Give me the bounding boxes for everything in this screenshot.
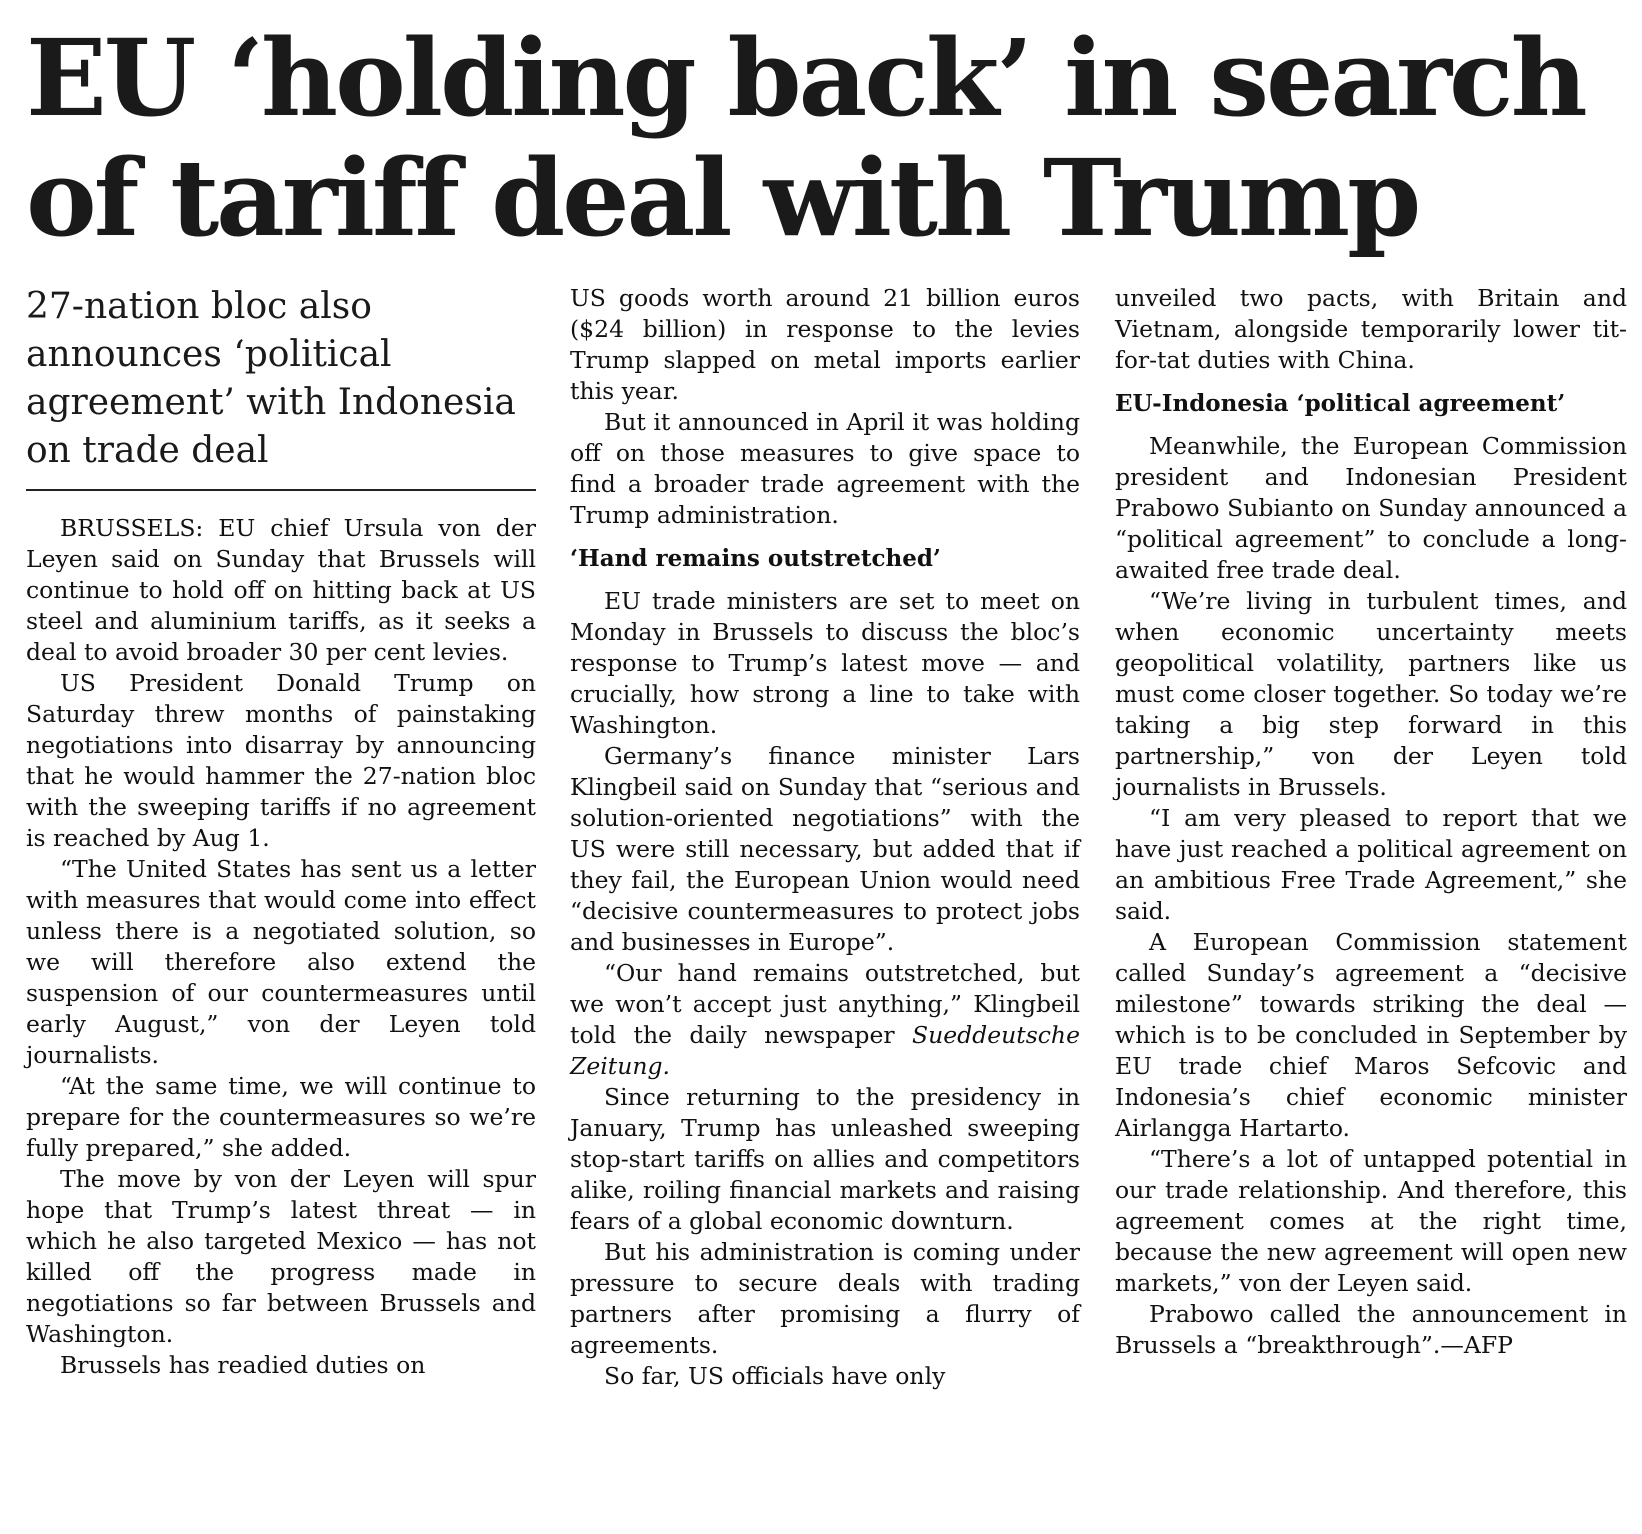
column-1: [26, 283, 536, 1381]
paragraph: But it announced in April it was holding off on those measures to give space to find a broader trade agreement with the Trump administration.: [570, 408, 1080, 529]
paragraph: [26, 513, 536, 668]
paragraph: EU trade ministers are set to meet on Monday in Brussels to discuss the bloc’s response to Trump’s latest move — and crucially, how strong a line to take with Washington.: [570, 587, 1080, 739]
paragraph: unveiled two pacts, with Britain and Vietnam, alongside temporarily lower tit-for-tat duties with China.: [1115, 284, 1627, 374]
subheading: EU-Indonesia ‘political agreement’: [1115, 390, 1566, 417]
paragraph-text: “Our hand remains outstretched, but we won’t accept just anything,” Klingbeil told the daily newspaper: [570, 959, 1080, 1049]
paragraph: Brussels has readied duties on: [60, 1351, 426, 1379]
paragraph: “At the same time, we will continue to prepare for the countermeasures so we’re fully prepared,” she added.: [26, 1072, 536, 1162]
subheading: ‘Hand remains outstretched’: [570, 545, 941, 572]
paragraph: [570, 958, 1080, 1082]
column-3: [1115, 283, 1627, 1361]
standfirst: 27-nation bloc also announces ‘political agreement’ with Indonesia on trade deal: [26, 283, 536, 491]
column-2: [570, 283, 1080, 1392]
paragraph: Since returning to the presidency in January, Trump has unleashed sweeping stop-start tariffs on allies and competitors alike, roiling financial markets and raising fears of a global economic downturn.: [570, 1083, 1080, 1235]
paragraph: US President Donald Trump on Saturday threw months of painstaking negotiations into disarray by announcing that he would hammer the 27-nation bloc with the sweeping tariffs if no agreement is reached by Aug 1.: [26, 669, 536, 852]
paragraph: “There’s a lot of untapped potential in our trade relationship. And therefore, this agreement comes at the right time, because the new agreement will open new markets,” von der Leyen said.: [1115, 1145, 1627, 1297]
paragraph: “I am very pleased to report that we have just reached a political agreement on an ambitious Free Trade Agreement,” she said.: [1115, 804, 1627, 925]
paragraph: So far, US officials have only: [604, 1362, 946, 1390]
paragraph: “The United States has sent us a letter with measures that would come into effect unless there is a negotiated solution, so we will therefore also extend the suspension of our countermeasures until early August,” von der Leyen told journalists.: [26, 855, 536, 1069]
paragraph: US goods worth around 21 billion euros ($24 billion) in response to the levies Trump slapped on metal imports earlier this year.: [570, 284, 1080, 405]
dateline: BRUSSELS:: [60, 514, 204, 542]
paragraph: Meanwhile, the European Commission president and Indonesian President Prabowo Subianto on Sunday announced a “political agreement” to conclude a long-awaited free trade deal.: [1115, 432, 1627, 584]
newspaper-name: Sueddeutsche Zeitung.: [570, 1021, 1080, 1080]
paragraph: The move by von der Leyen will spur hope that Trump’s latest threat — in which he also targeted Mexico — has not killed off the progress made in negotiations so far between Brussels and Washington.: [26, 1165, 536, 1348]
headline: EU ‘holding back’ in search of tariff deal with Trump: [26, 15, 1585, 260]
paragraph: “We’re living in turbulent times, and when economic uncertainty meets geopolitical volatility, partners like us must come closer together. So today we’re taking a big step forward in this partnership,” von der Leyen told journalists in Brussels.: [1115, 587, 1627, 801]
paragraph-text: EU chief Ursula von der Leyen said on Sunday that Brussels will continue to hold off on hitting back at US steel and aluminium tariffs, as it seeks a deal to avoid broader 30 per cent levies.: [26, 514, 536, 666]
paragraph: Prabowo called the announcement in Brussels a “breakthrough”.—AFP: [1115, 1300, 1627, 1359]
paragraph: But his administration is coming under pressure to secure deals with trading partners after promising a flurry of agreements.: [570, 1238, 1080, 1359]
paragraph: A European Commission statement called Sunday’s agreement a “decisive milestone” towards striking the deal — which is to be concluded in September by EU trade chief Maros Sefcovic and Indonesia’s chief economic minister Airlangga Hartarto.: [1115, 928, 1627, 1142]
paragraph: Germany’s finance minister Lars Klingbeil said on Sunday that “serious and solution-oriented negotiations” with the US were still necessary, but added that if they fail, the European Union would need “decisive countermeasures to protect jobs and businesses in Europe”.: [570, 742, 1080, 956]
